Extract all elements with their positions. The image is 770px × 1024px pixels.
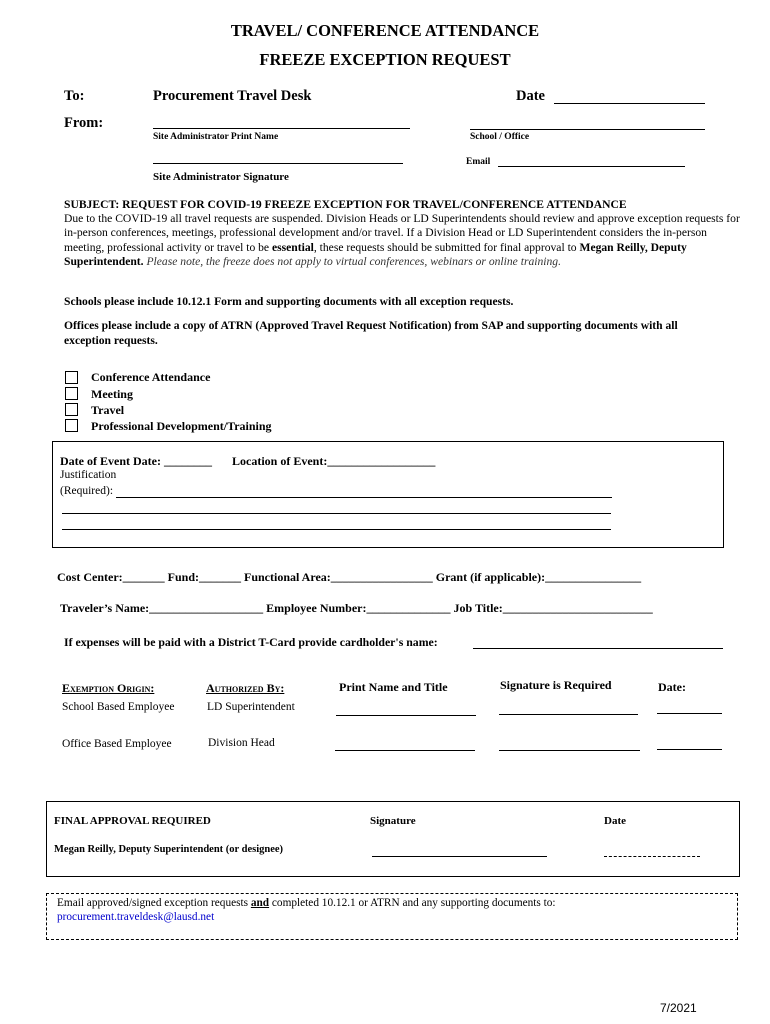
justification-line[interactable] [116, 497, 612, 498]
justification-label: Justification [60, 469, 117, 481]
date-field[interactable] [554, 103, 705, 104]
school-office-label: School / Office [470, 132, 530, 142]
final-signature-field[interactable] [372, 856, 547, 857]
checkbox-meeting[interactable] [65, 387, 78, 400]
signature-required-header: Signature is Required [500, 678, 612, 692]
exemption-origin-header: Exemption Origin: [62, 681, 155, 695]
from-label: From: [64, 115, 104, 131]
origin-school: School Based Employee [62, 701, 175, 713]
checkbox-label: Professional Development/Training [91, 419, 272, 433]
email-label: Email [466, 157, 491, 167]
site-admin-signature-label: Site Administrator Signature [153, 171, 289, 183]
authorized-ld-superintendent: LD Superintendent [207, 701, 295, 713]
email-field[interactable] [498, 166, 685, 167]
justification-line[interactable] [62, 513, 611, 514]
site-admin-signature-field[interactable] [153, 163, 403, 164]
print-name-field[interactable] [336, 715, 476, 716]
print-name-field[interactable] [335, 750, 475, 751]
school-office-field[interactable] [470, 129, 705, 130]
submission-instructions: Email approved/signed exception requests and completed 10.12.1 or ATRN and any supporting documents to: [57, 897, 556, 909]
site-admin-print-label: Site Administrator Print Name [153, 132, 279, 142]
print-name-header: Print Name and Title [339, 680, 448, 694]
final-approval-heading: FINAL APPROVAL REQUIRED [54, 815, 211, 827]
traveler-row[interactable]: Traveler’s Name:___________________ Employee Number:______________ Job Title:_________________________ [60, 601, 653, 615]
to-label: To: [64, 88, 85, 104]
revision-date: 7/2021 [660, 1001, 697, 1015]
to-value: Procurement Travel Desk [153, 88, 312, 104]
checkbox-label: Meeting [91, 387, 133, 401]
checkbox-travel[interactable] [65, 403, 78, 416]
final-signature-label: Signature [370, 815, 416, 827]
tcard-label: If expenses will be paid with a District T-Card provide cardholder's name: [64, 635, 438, 649]
final-date-field[interactable] [604, 856, 700, 857]
final-date-label: Date [604, 815, 626, 827]
final-approver-name: Megan Reilly, Deputy Superintendent (or designee) [54, 844, 284, 855]
date-label: Date [516, 88, 545, 104]
date-header: Date: [658, 680, 686, 694]
signature-field[interactable] [499, 750, 640, 751]
tcard-cardholder-field[interactable] [473, 648, 723, 649]
form-title-line1: TRAVEL/ CONFERENCE ATTENDANCE [230, 21, 540, 40]
location-of-event-field[interactable]: Location of Event:__________________ [232, 454, 436, 468]
subject-heading: SUBJECT: REQUEST FOR COVID-19 FREEZE EXCEPTION FOR TRAVEL/CONFERENCE ATTENDANCE [64, 198, 627, 211]
date-of-event-field[interactable]: Date of Event Date: ________ [60, 454, 212, 468]
date-field[interactable] [657, 713, 722, 714]
form-title-line2: FREEZE EXCEPTION REQUEST [259, 50, 511, 69]
origin-office: Office Based Employee [62, 738, 172, 750]
justification-line[interactable] [62, 529, 611, 530]
signature-field[interactable] [499, 714, 638, 715]
date-field[interactable] [657, 749, 722, 750]
site-admin-print-field[interactable] [153, 128, 410, 129]
final-approval-box [46, 801, 740, 877]
subject-body: Due to the COVID-19 all travel requests are suspended. Division Heads or LD Superintendents should review and approve exception requests for in-person conferences, meetings, professional development and/or travel. If a Division Head or LD Superintendent considers the in-person meeting, professional activity or travel to be essential, these requests should be submitted for final approval to Megan Reilly, Deputy Superintendent. Please note, the freeze does not apply to virtual conferences, webinars or online training. [64, 212, 740, 269]
checkbox-professional-development[interactable] [65, 419, 78, 432]
authorized-division-head: Division Head [208, 737, 275, 749]
checkbox-label: Travel [91, 403, 125, 417]
authorized-by-header: Authorized By: [206, 681, 285, 695]
procurement-email-link[interactable]: procurement.traveldesk@lausd.net [57, 911, 215, 923]
checkbox-conference-attendance[interactable] [65, 371, 78, 384]
offices-note: Offices please include a copy of ATRN (Approved Travel Request Notification) from SAP and supporting documents with all exception requests. [64, 319, 678, 347]
schools-note: Schools please include 10.12.1 Form and supporting documents with all exception requests. [64, 295, 514, 308]
cost-center-row[interactable]: Cost Center:_______ Fund:_______ Functional Area:_________________ Grant (if applicable):________________ [57, 570, 642, 584]
required-label: (Required): [60, 485, 114, 497]
checkbox-label: Conference Attendance [91, 370, 211, 384]
